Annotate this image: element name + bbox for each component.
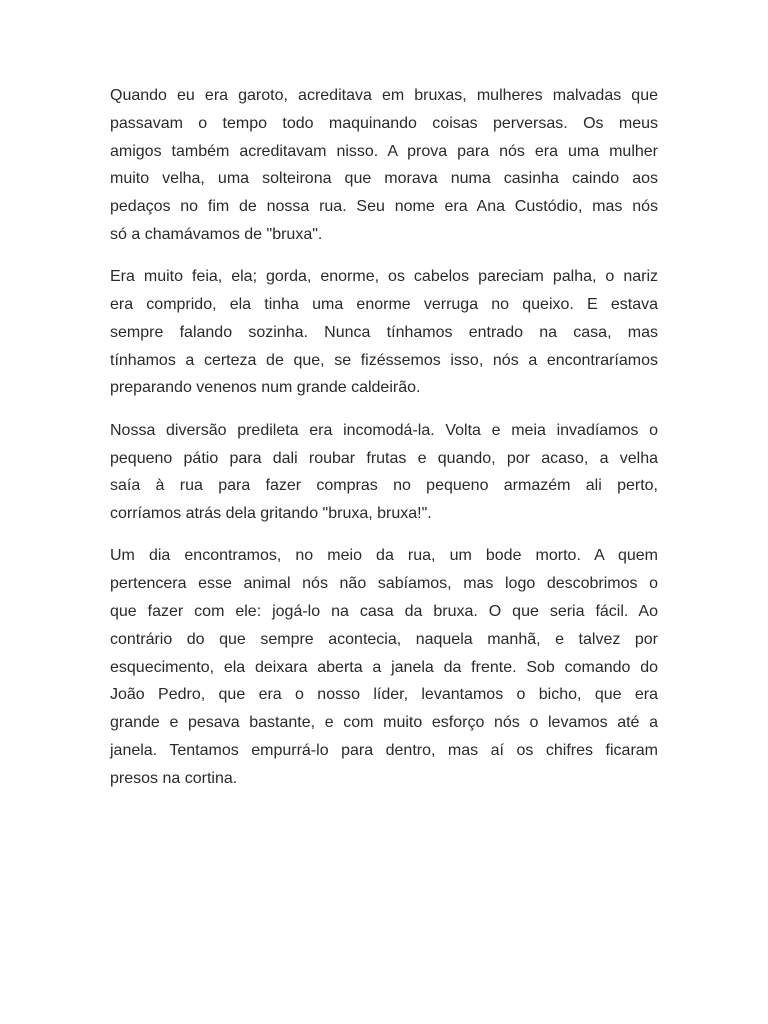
text-line: pequeno pátio para dali roubar frutas e quando, por acaso, a velha	[110, 449, 658, 467]
text-line: janela. Tentamos empurrá-lo para dentro, mas aí os chifres ficaram	[110, 742, 658, 760]
paragraph-4	[110, 542, 658, 792]
text-line: era comprido, ela tinha uma enorme verruga no queixo. E estava	[110, 296, 658, 314]
text-line: João Pedro, que era o nosso líder, levantamos o bicho, que era	[110, 686, 658, 704]
document-page	[110, 82, 658, 807]
text-line: saía à rua para fazer compras no pequeno armazém ali perto,	[110, 477, 658, 495]
text-line: corríamos atrás dela gritando "bruxa, bruxa!".	[110, 505, 432, 523]
text-line: esquecimento, ela deixara aberta a janela da frente. Sob comando do	[110, 658, 658, 676]
text-line: Quando eu era garoto, acreditava em bruxas, mulheres malvadas que	[110, 87, 658, 104]
text-line: presos na cortina.	[110, 769, 238, 787]
text-line: grande e pesava bastante, e com muito esforço nós o levamos até a	[110, 714, 658, 732]
text-line: tínhamos a certeza de que, se fizéssemos isso, nós a encontraríamos	[110, 351, 658, 369]
text-line: que fazer com ele: jogá-lo na casa da bruxa. O que seria fácil. Ao	[110, 603, 658, 621]
text-line: pertencera esse animal nós não sabíamos, mas logo descobrimos o	[110, 575, 658, 593]
paragraph-3	[110, 417, 658, 528]
text-line: pedaços no fim de nossa rua. Seu nome era Ana Custódio, mas nós	[110, 198, 658, 216]
text-line: sempre falando sozinha. Nunca tínhamos entrado na casa, mas	[110, 323, 658, 341]
text-line: muito velha, uma solteirona que morava numa casinha caindo aos	[110, 170, 658, 188]
paragraph-1	[110, 82, 658, 249]
text-line: Era muito feia, ela; gorda, enorme, os cabelos pareciam palha, o nariz	[110, 268, 658, 286]
text-line: preparando venenos num grande caldeirão.	[110, 379, 421, 397]
text-line: Um dia encontramos, no meio da rua, um bode morto. A quem	[110, 547, 658, 565]
paragraph-2	[110, 263, 658, 402]
text-line: contrário do que sempre acontecia, naquela manhã, e talvez por	[110, 630, 658, 648]
text-line: Nossa diversão predileta era incomodá-la. Volta e meia invadíamos o	[110, 421, 658, 439]
text-line: só a chamávamos de "bruxa".	[110, 225, 323, 243]
text-line: amigos também acreditavam nisso. A prova para nós era uma mulher	[110, 142, 658, 160]
text-line: passavam o tempo todo maquinando coisas perversas. Os meus	[110, 114, 658, 132]
